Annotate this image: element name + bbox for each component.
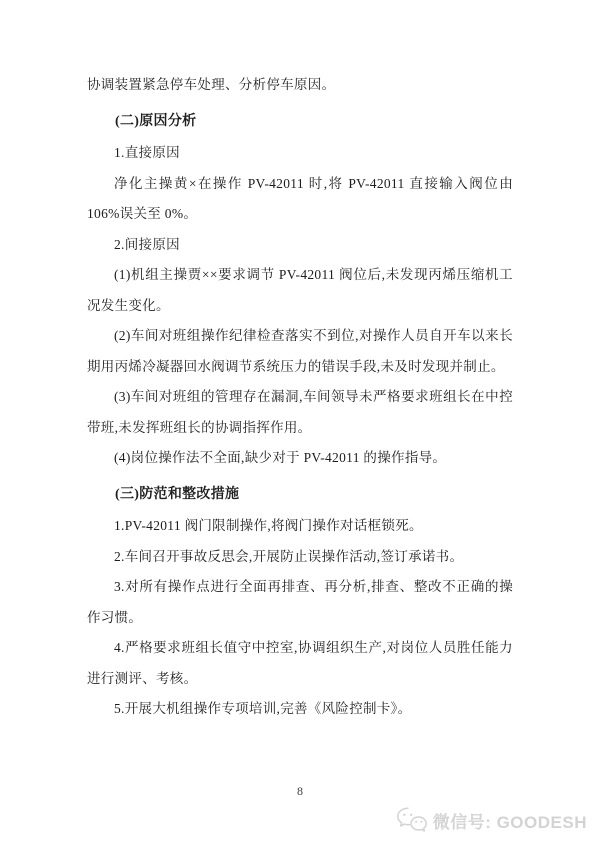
doc-paragraph: 2.车间召开事故反思会,开展防止误操作活动,签订承诺书。 xyxy=(114,548,464,564)
doc-paragraph: 5.开展大机组操作专项培训,完善《风险控制卡》。 xyxy=(114,701,412,716)
wechat-icon xyxy=(396,806,428,834)
doc-paragraph: 净化主操黄×在操作 PV-42011 时,将 PV-42011 直接输入阀位由 106%误关至 0%。 xyxy=(87,175,513,221)
section-heading-cause-analysis: (二)原因分析 xyxy=(115,113,197,129)
watermark-text: 微信号: GOODESH xyxy=(432,812,587,832)
doc-paragraph: 4.严格要求班组长值守中控室,协调组织生产,对岗位人员胜任能力进行测评、考核。 xyxy=(87,640,513,686)
page-number: 8 xyxy=(297,784,303,798)
doc-paragraph: (4)岗位操作法不全面,缺少对于 PV-42011 的操作指导。 xyxy=(114,450,447,465)
doc-paragraph: 3.对所有操作点进行全面再排查、再分析,排查、整改不正确的操作习惯。 xyxy=(87,579,513,625)
doc-paragraph: (3)车间对班组的管理存在漏洞,车间领导未严格要求班组长在中控带班,未发挥班组长的协调指挥作用。 xyxy=(87,389,513,435)
doc-paragraph: 1.PV-42011 阀门限制操作,将阀门操作对话框锁死。 xyxy=(114,518,423,533)
doc-paragraph: 1.直接原因 xyxy=(114,145,180,160)
doc-paragraph: (2)车间对班组操作纪律检查落实不到位,对操作人员自开车以来长期用丙烯冷凝器回水阀调节系统压力的错误手段,未及时发现并制止。 xyxy=(87,328,513,374)
section-heading-corrective-measures: (三)防范和整改措施 xyxy=(115,486,240,502)
doc-paragraph: 2.间接原因 xyxy=(114,236,180,252)
document-body xyxy=(87,70,513,725)
doc-paragraph: 协调装置紧急停车处理、分析停车原因。 xyxy=(87,77,336,92)
watermark xyxy=(396,806,587,834)
doc-paragraph: (1)机组主操贾××要求调节 PV-42011 阀位后,未发现丙烯压缩机工况发生变化。 xyxy=(87,267,513,313)
